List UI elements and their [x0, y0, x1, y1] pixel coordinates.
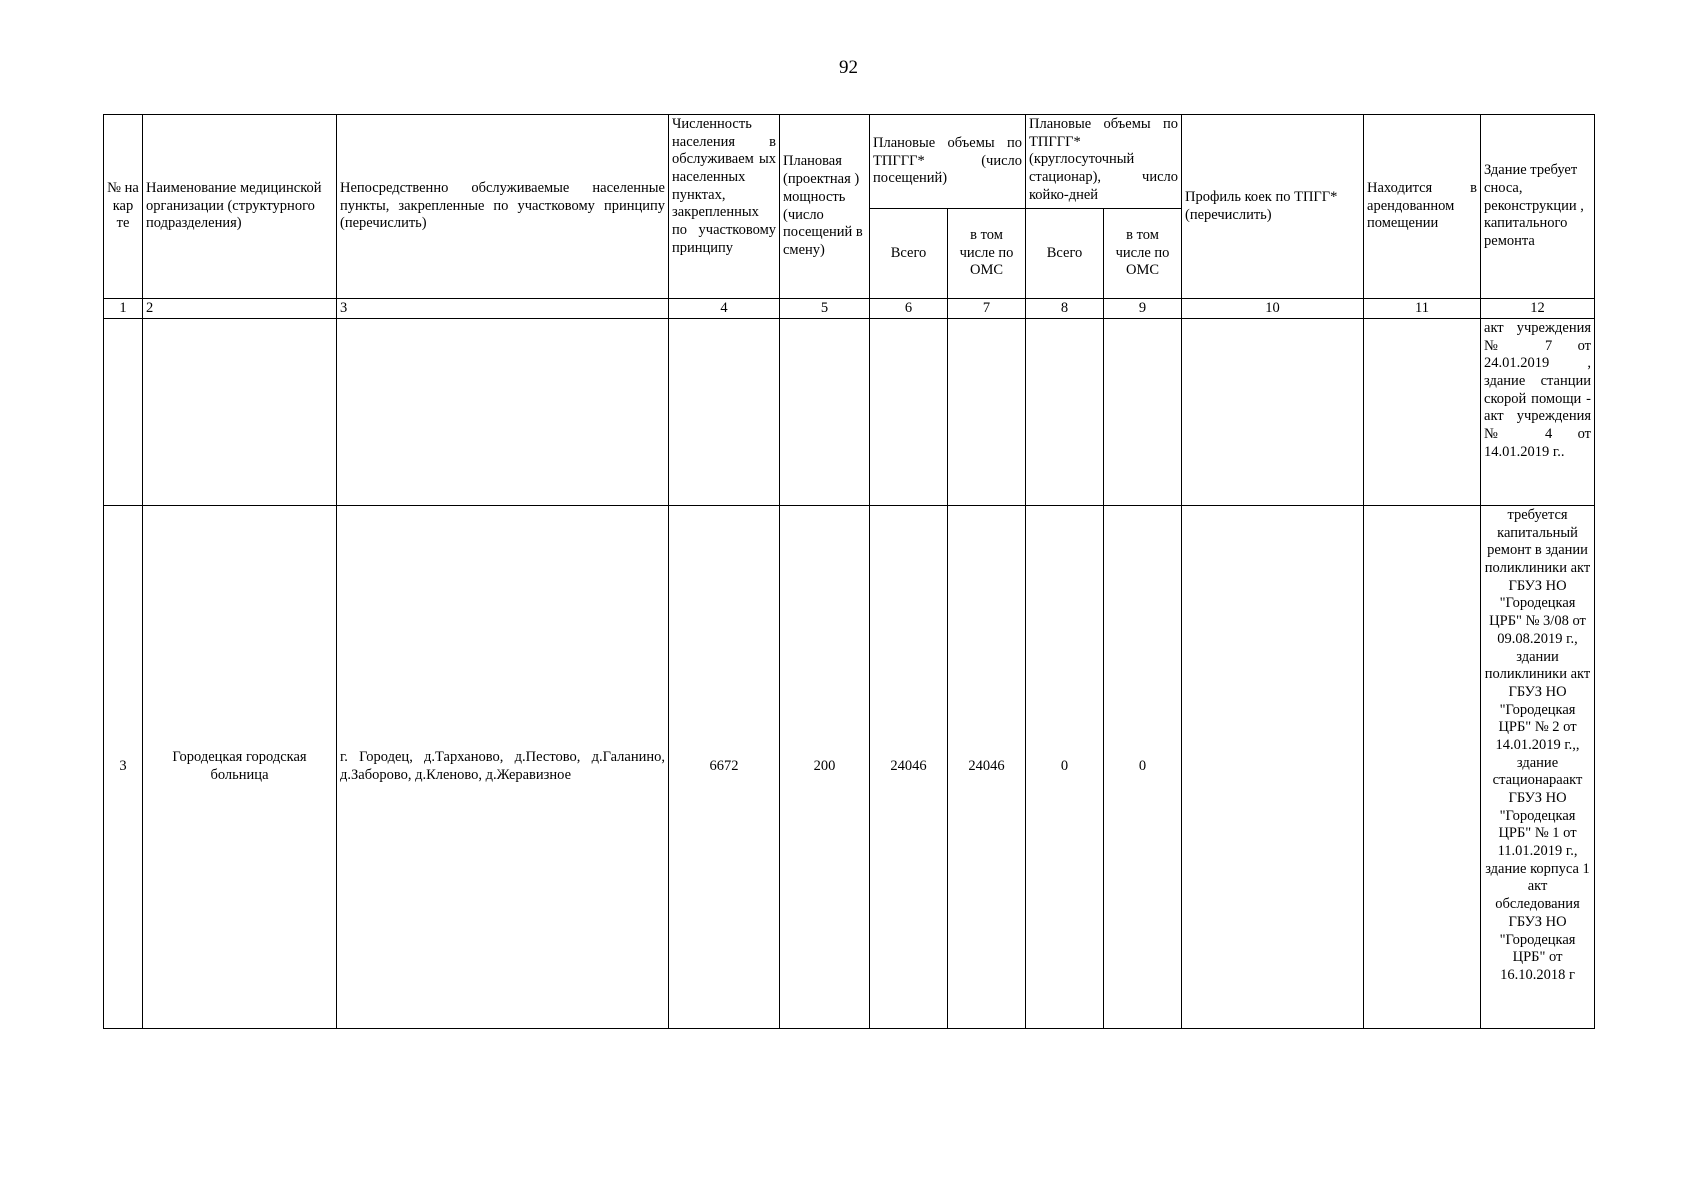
- header-planned-beddays-group: Плановые объемы по ТПГГГ* (круглосуточный стационар), число койко-дней: [1026, 115, 1182, 209]
- header-population: Численность населения в обслуживаем ых населенных пунктах, закрепленных по участковому принципу: [669, 115, 780, 299]
- cell-rented: [1364, 319, 1481, 506]
- column-number: 8: [1026, 299, 1104, 319]
- header-bed-profile: Профиль коек по ТПГГ* (перечислить): [1182, 115, 1364, 299]
- cell-beddays-oms: 0: [1104, 506, 1182, 1029]
- cell-capacity: 200: [780, 506, 870, 1029]
- cell-building-status: акт учреждения № 7 от 24.01.2019 , здание станции скорой помощи - акт учреждения № 4 от 14.01.2019 г..: [1481, 319, 1595, 506]
- cell-organization-name: [143, 319, 337, 506]
- column-number: 7: [948, 299, 1026, 319]
- header-planned-capacity: Плановая (проектная ) мощность (число посещений в смену): [780, 115, 870, 299]
- header-planned-visits-group: Плановые объемы по ТПГГГ* (число посещений): [870, 115, 1026, 209]
- table-header-row: [104, 115, 1595, 209]
- cell-visits-total: 24046: [870, 506, 948, 1029]
- header-beddays-total: Всего: [1026, 209, 1104, 299]
- header-beddays-oms: в том числе по ОМС: [1104, 209, 1182, 299]
- column-number-row: [104, 299, 1595, 319]
- header-map-number: № на кар те: [104, 115, 143, 299]
- cell-capacity: [780, 319, 870, 506]
- cell-beddays-total: 0: [1026, 506, 1104, 1029]
- table-row: [104, 319, 1595, 506]
- header-rented-premises: Находится в арендованном помещении: [1364, 115, 1481, 299]
- cell-beddays-oms: [1104, 319, 1182, 506]
- cell-building-status: требуется капитальный ремонт в здании поликлиники акт ГБУЗ НО "Городецкая ЦРБ" № 3/08 от 09.08.2019 г., здании поликлиники акт ГБУЗ НО "Городецкая ЦРБ" № 2 от 14.01.2019 г.,, здание стационараакт ГБУЗ НО "Городецкая ЦРБ" № 1 от 11.01.2019 г., здание корпуса 1 акт обследования ГБУЗ НО "Городецкая ЦРБ" от 16.10.2018 г: [1481, 506, 1595, 1029]
- cell-organization-name: Городецкая городская больница: [143, 506, 337, 1029]
- cell-map-number: [104, 319, 143, 506]
- header-served-settlements: Непосредственно обслуживаемые населенные пункты, закрепленные по участковому принципу (перечислить): [337, 115, 669, 299]
- column-number: 4: [669, 299, 780, 319]
- header-visits-total: Всего: [870, 209, 948, 299]
- column-number: 5: [780, 299, 870, 319]
- column-number: 11: [1364, 299, 1481, 319]
- column-number: 6: [870, 299, 948, 319]
- cell-population: 6672: [669, 506, 780, 1029]
- header-building-status: Здание требует сноса, реконструкции , капитального ремонта: [1481, 115, 1595, 299]
- column-number: 9: [1104, 299, 1182, 319]
- column-number: 10: [1182, 299, 1364, 319]
- page-number: 92: [839, 57, 858, 78]
- medical-organizations-table: [103, 114, 1595, 1029]
- cell-settlements: [337, 319, 669, 506]
- cell-map-number: 3: [104, 506, 143, 1029]
- column-number: 1: [104, 299, 143, 319]
- cell-bed-profile: [1182, 506, 1364, 1029]
- cell-settlements: г. Городец, д.Тарханово, д.Пестово, д.Галанино, д.Заборово, д.Кленово, д.Жеравизное: [337, 506, 669, 1029]
- cell-population: [669, 319, 780, 506]
- cell-visits-oms: [948, 319, 1026, 506]
- column-number: 12: [1481, 299, 1595, 319]
- header-organization-name: Наименование медицинской организации (структурного подразделения): [143, 115, 337, 299]
- column-number: 2: [143, 299, 337, 319]
- cell-bed-profile: [1182, 319, 1364, 506]
- column-number: 3: [337, 299, 669, 319]
- cell-visits-oms: 24046: [948, 506, 1026, 1029]
- cell-rented: [1364, 506, 1481, 1029]
- header-visits-oms: в том числе по ОМС: [948, 209, 1026, 299]
- cell-visits-total: [870, 319, 948, 506]
- cell-beddays-total: [1026, 319, 1104, 506]
- table-row: [104, 506, 1595, 1029]
